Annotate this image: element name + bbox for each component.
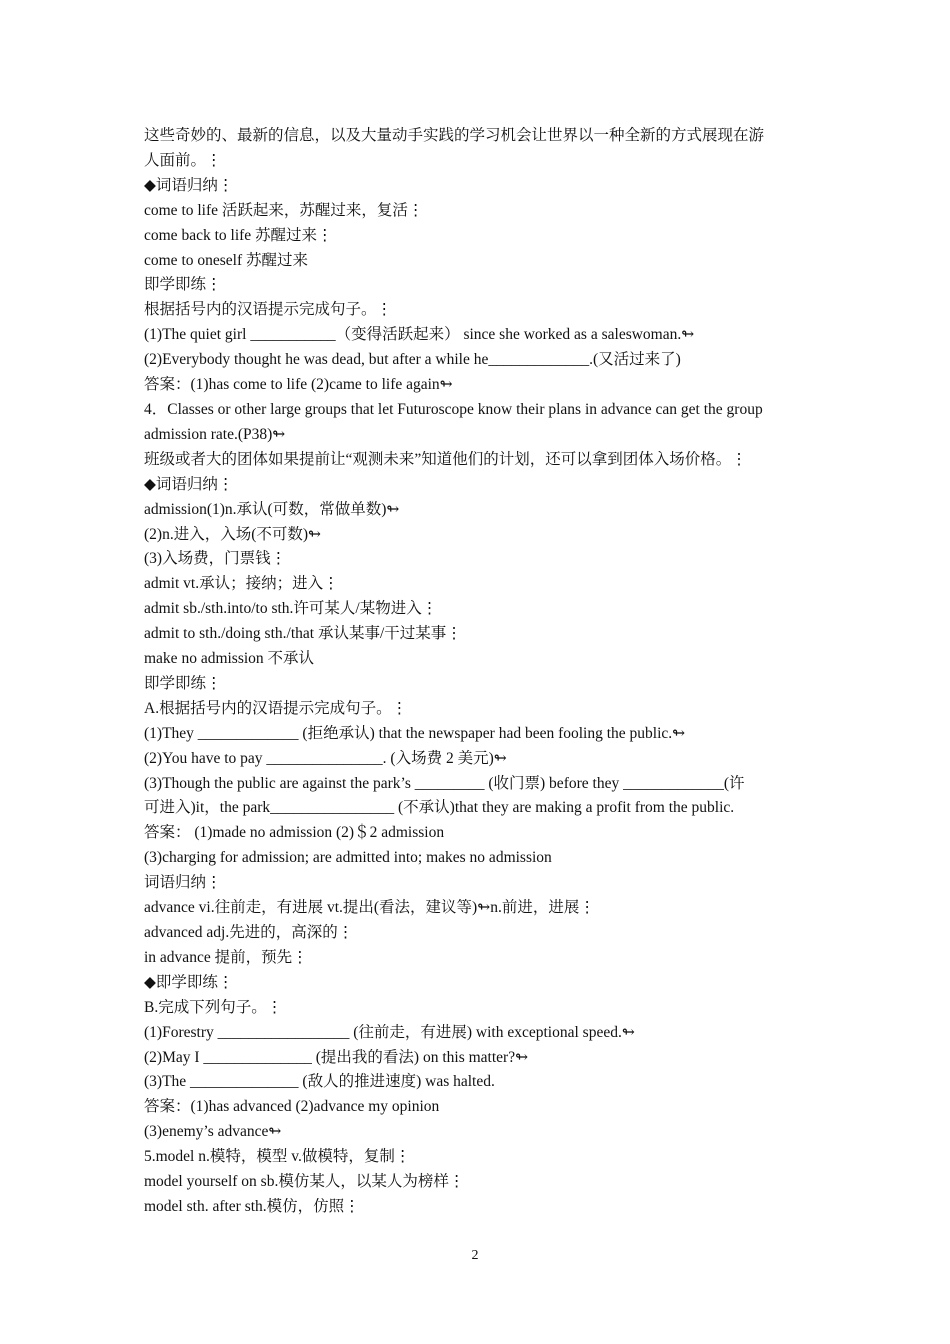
text-line: 4．Classes or other large groups that let Futuroscope know their plans in advance can get the group — [144, 400, 763, 418]
text-line: come to oneself 苏醒过来 — [144, 251, 309, 269]
exercise-line: 可进入)it，the park________________ (不承认)that they are making a profit from the public. — [144, 799, 735, 817]
text-line: 班级或者大的团体如果提前让“观测未来”知道他们的计划，还可以拿到团体入场价格。⋮ — [144, 450, 747, 468]
text-line: (2)n.进入，入场(不可数)↬ — [144, 525, 322, 543]
text-line: come to life 活跃起来，苏醒过来，复活⋮ — [144, 201, 424, 219]
exercise-line: (2)May I ______________ (提出我的看法) on this matter?↬ — [144, 1048, 529, 1066]
text-line: model yourself on sb.模仿某人，以某人为榜样⋮ — [144, 1173, 465, 1191]
exercise-line: (3)Though the public are against the park’s _________ (收门票) before they _____________(许 — [144, 774, 745, 792]
exercise-line: (2)You have to pay _______________. (入场费 2 美元)↬ — [144, 749, 507, 767]
text-line: 根据括号内的汉语提示完成句子。⋮ — [144, 301, 393, 319]
text-line: advance vi.往前走，有进展 vt.提出(看法，建议等)↬n.前进，进展⋮ — [144, 899, 595, 917]
answer-line: (3)charging for admission; are admitted into; makes no admission — [144, 849, 552, 867]
exercise-line: (1)The quiet girl ___________（变得活跃起来） since she worked as a saleswoman.↬ — [144, 326, 695, 344]
section-heading: 即学即练⋮ — [144, 674, 222, 692]
text-line: model sth. after sth.模仿，仿照⋮ — [144, 1197, 360, 1215]
text-line: come back to life 苏醒过来⋮ — [144, 226, 333, 244]
section-heading: ◆词语归纳⋮ — [144, 475, 234, 493]
text-line: (3)入场费，门票钱⋮ — [144, 550, 287, 568]
text-line: in advance 提前，预先⋮ — [144, 948, 308, 966]
text-line: 5.model n.模特，模型 v.做模特，复制⋮ — [144, 1148, 411, 1166]
text-line: admit to sth./doing sth./that 承认某事/干过某事⋮ — [144, 625, 462, 643]
text-line: admit sb./sth.into/to sth.许可某人/某物进入⋮ — [144, 600, 438, 618]
answer-line: 答案：(1)has come to life (2)came to life again↬ — [144, 376, 453, 394]
answer-line: 答案：(1)has advanced (2)advance my opinion — [144, 1098, 440, 1116]
exercise-line: (3)The ______________ (敌人的推进速度) was halted. — [144, 1073, 495, 1091]
exercise-line: (1)They _____________ (拒绝承认) that the newspaper had been fooling the public.↬ — [144, 724, 686, 742]
answer-line: 答案： (1)made no admission (2)＄2 admission — [144, 824, 445, 842]
section-heading: ◆即学即练⋮ — [144, 973, 234, 991]
text-line: advanced adj.先进的，高深的⋮ — [144, 924, 354, 941]
text-line: make no admission 不承认 — [144, 650, 315, 668]
section-heading: ◆词语归纳⋮ — [144, 176, 234, 194]
exercise-line: (1)Forestry _________________ (往前走，有进展) with exceptional speed.↬ — [144, 1023, 635, 1041]
text-line: admit vt.承认；接纳；进入⋮ — [144, 575, 339, 593]
document-body — [144, 124, 814, 1220]
text-line: B.完成下列句子。⋮ — [144, 998, 283, 1016]
text-line: A.根据括号内的汉语提示完成句子。⋮ — [144, 699, 408, 717]
page-number: 2 — [471, 1248, 479, 1263]
text-line: 人面前。⋮ — [144, 151, 222, 169]
section-heading: 即学即练⋮ — [144, 276, 222, 294]
text-line: 这些奇妙的、最新的信息，以及大量动手实践的学习机会让世界以一种全新的方式展现在游 — [144, 127, 765, 144]
answer-line: (3)enemy’s advance↬ — [144, 1123, 282, 1141]
exercise-line: (2)Everybody thought he was dead, but after a while he_____________.(又活过来了) — [144, 351, 681, 369]
section-heading: 词语归纳⋮ — [144, 874, 222, 892]
text-line: admission(1)n.承认(可数，常做单数)↬ — [144, 500, 400, 518]
text-line: admission rate.(P38)↬ — [144, 425, 286, 443]
